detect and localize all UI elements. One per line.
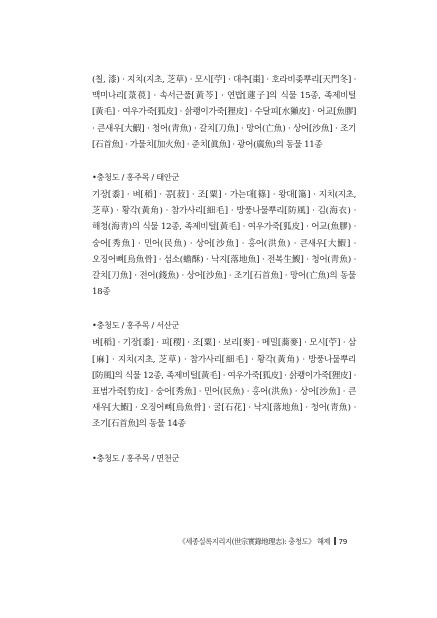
footer-separator xyxy=(334,537,335,545)
section-heading-myeoncheon: •충청도 / 홍주목 / 면천군 xyxy=(92,452,180,463)
paragraph-seosan: 벼[稻] · 기장[黍] · 피[稷] · 조[粟] · 보리[麥] · 메밀[蕎麥] · 모시[苧] · 삼[麻] · 지치(지초, 芝草) · 참가사리[細毛] · 황각(黃角) · 방풍나물뿌리[防風]의 식물 12종, 족제비털[黃毛] · 여우가죽[狐皮] · 삵쾡이가죽[狸皮] · 표범가죽[豹皮] · 숭어[秀魚] · 민어(民魚) · 홍어(洪魚) · 상어[沙魚] · 큰 새우[大鰕] · 오징어뼈[烏魚骨] · 굴[石花] · 낙지[落地魚] · 청어(靑魚) · 조기[石首魚]의 동물 14종 xyxy=(92,338,356,430)
section-heading-taean: •충청도 / 홍주목 / 태안군 xyxy=(92,172,180,183)
document-body xyxy=(92,72,356,468)
page-footer xyxy=(179,537,347,547)
footer-title: 《세종실록지리지(世宗實錄地理志): 충청도》 해제 xyxy=(178,537,331,546)
page-number: 79 xyxy=(338,537,347,546)
section-heading-seosan: •충청도 / 홍주목 / 서산군 xyxy=(92,320,180,331)
paragraph-continued: (칠, 漆) · 지치(지초, 芝草) · 모시[苧] · 대추[棗] · 호라비좆뿌리[天門冬] · 맥미나리[菉䓲] · 속서근풀[黃芩] · 연밥[蓮子]의 식물 15종, 족제비털[黃毛] · 여우가죽[狐皮] · 삵쾡이가죽[狸皮] · 수달피[水獺皮] · 어교[魚膠] · 큰새우[大鰕] · 청어(靑魚) · 갈치[刀魚] · 망어(亡魚) · 상어[沙魚] · 조기[石首魚] · 가물치[加火魚] · 준치[眞魚] · 광어(廣魚)의 동물 11종 xyxy=(92,75,356,150)
paragraph-taean: 기장[黍] · 벼[稻] · 콩[菽] · 조[粟] · 가는대[篠] · 왕대[簜] · 지치(지초, 芝草) · 황각(黃角) · 참가사리[細毛] · 방풍나물뿌리[防風] · 김(海衣) · 해청(海靑)의 식물 12종, 족제비털[黃毛] · 여우가죽[狐皮] · 어교(魚膠) · 숭어[秀魚] · 민어(民魚) · 상어[沙魚] · 홍어(洪魚) · 큰새우[大鰕] · 오징어뼈[烏魚骨] · 섬소(蟾酥) · 낙지[落地魚] · 전복生鰒] · 청어(靑魚) · 갈치[刀魚] · 전어(錢魚) · 상어[沙魚] · 조기[石首魚] · 망어(亡魚)의 동물 18종 xyxy=(92,190,356,298)
